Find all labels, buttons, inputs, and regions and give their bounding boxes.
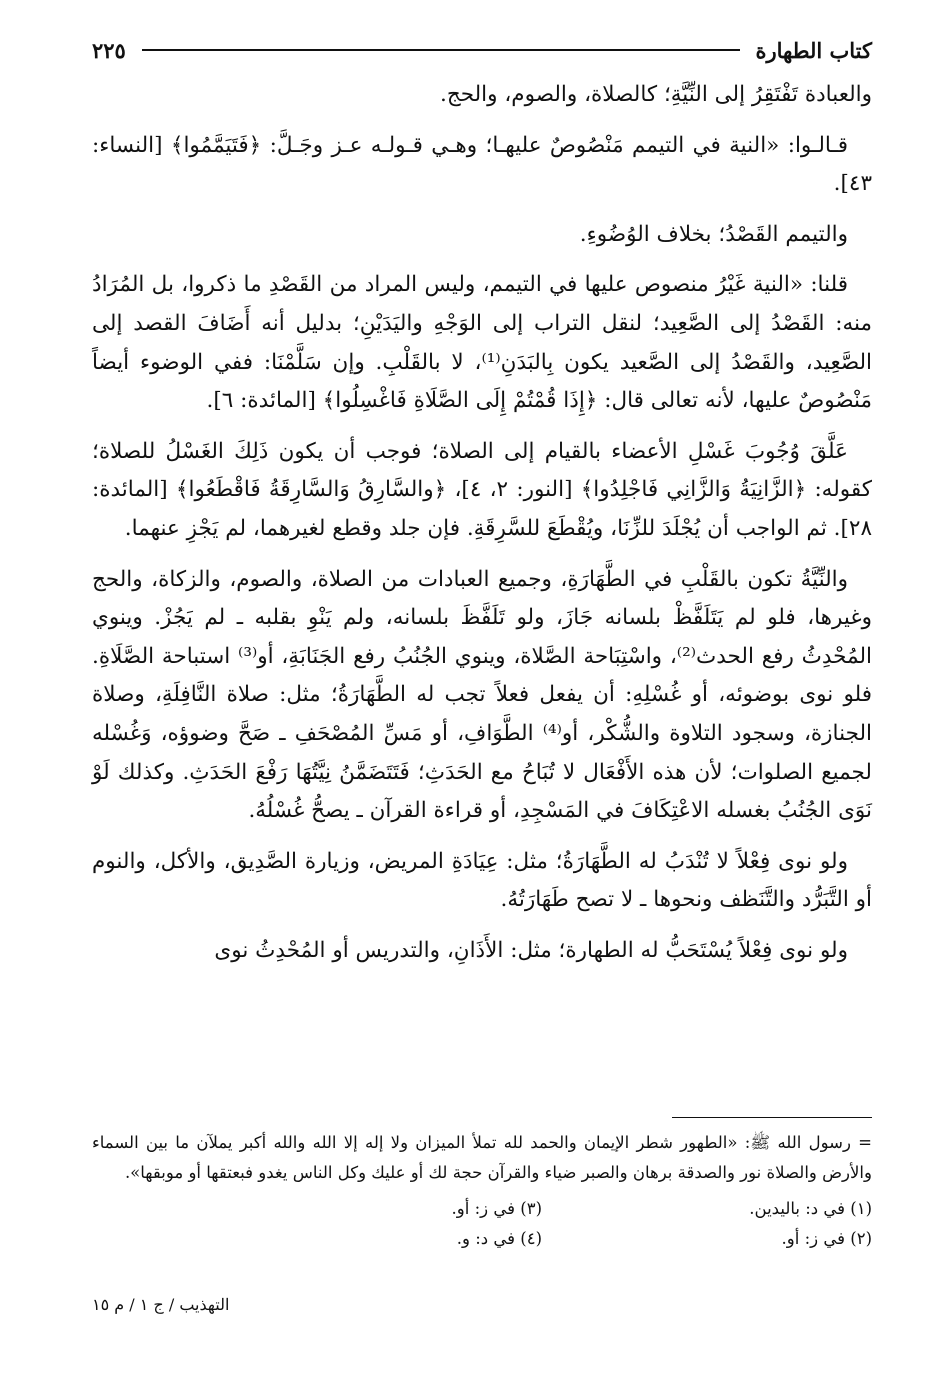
footnote-item: (٢) في ز: أو. [781,1229,872,1248]
footnote-item: (١) في د: باليدين. [749,1199,872,1218]
paragraph: قـالـوا: «النية في التيمم مَنْصُوصٌ عليهـا؛ وهـي قـولـه عـز وجَـلَّ: ﴿فَتَيَمَّمُوا﴾ [النساء: ٤٣]. [92,132,872,197]
chapter-title: كتاب الطهارة [755,37,872,63]
paragraph: قلنا: «النية غَيْرُ منصوص عليها في التيمم، وليس المراد من القَصْدِ ما ذكروا، بل المُرَادُ منه: القَصْدُ إلى الصَّعِيد؛ لنقل التراب إلى الوَجْهِ واليَدَيْنِ؛ بدليل أنه أَضَافَ القصد إلى الصَّعِيد، والقَصْدُ إلى الصَّعيد يكون بِالبَدَنِ⁽¹⁾، لا بالقَلْبِ. وإن سَلَّمْنَا: ففي الوضوء أيضاً مَنْصُوصٌ عليها، لأنه تعالى قال: ﴿إِذَا قُمْتُمْ إِلَى الصَّلَاةِ فَاغْسِلُوا﴾ [المائدة: ٦]. [92,272,873,414]
footnote-continuation: = رسول الله ﷺ: «الطهور شطر الإيمان والحمد لله تملأ الميزان ولا إله إلا الله والله أكبر يملآن ما بين السماء والأرض والصلاة نور والصدقة برهان والصبر ضياء والقرآن حجة لك أو عليك وكل الناس يغدو فبعتقها أو موبقها». [92,1133,872,1182]
main-text [92,76,872,982]
footnote-rule [672,1117,872,1118]
running-header [92,30,872,70]
paragraph: والنِّيَّةُ تكون بالقَلْبِ في الطَّهَارَةِ، وجميع العبادات من الصلاة، والصوم، والزكاة، والحج وغيرها، فلو لم يَتَلَفَّظْ بلسانه جَازَ، ولو تَلَفَّظَ بلسانه، ولم يَنْوِ بقلبه ـ لم يَجُزْ. وينوي المُحْدِثُ رفع الحدث⁽²⁾، واسْتِبَاحة الصَّلاة، وينوي الجُنُبُ رفع الجَنَابَةِ، أو⁽³⁾ استباحة الصَّلَاةِ. فلو نوى بوضوئه، أو غُسْلِهِ: أن يفعل فعلاً تجب له الطَّهَارَةُ؛ مثل: صلاة النَّافِلَةِ، وصلاة الجنازة، وسجود التلاوة والشُّكْر، أو⁽⁴⁾ الطَّوَافِ، أو مَسِّ المُصْحَفِ ـ صَحَّ وضوؤه، وَغُسْله لجميع الصلوات؛ لأن هذه الأَفْعَال لا تُبَاحُ مع الحَدَثِ؛ فَتَتَضَمَّنُ نِيَّتُهَا رَفْعَ الحَدَثِ. وكذلك لَوْ نَوَى الجُنُبُ بغسله الاعْتِكَافَ في المَسْجِدِ، أو قراءة القرآن ـ يصحُّ غُسْلُهُ. [92,566,872,824]
paragraph: عَلَّقَ وُجُوبَ غَسْلِ الأعضاء بالقيام إلى الصلاة؛ فوجب أن يكون ذَلِكَ الغَسْلُ للصلاة؛ كقوله: ﴿الزَّانِيَةُ وَالزَّانِي فَاجْلِدُوا﴾ [النور: ٢، ٤]، ﴿والسَّارِقُ وَالسَّارِقَةُ فَاقْطَعُوا﴾ [المائدة: ٢٨]. ثم الواجب أن يُجْلَدَ للزِّنَا، ويُقْطَعَ للسَّرِقَةِ. فإن جلد وقطع لغيرهما، لم يَجْزِ عنهما. [92,438,872,541]
signature-mark: التهذيب / ج ١ / م ١٥ [92,1295,230,1314]
footnote-item: (٣) في ز: أو. [451,1199,542,1218]
paragraph: والعبادة تَفْتَقِرُ إلى النِّيَّةِ؛ كالصلاة، والصوم، والحج. [440,82,872,107]
page-number: ٢٢٥ [92,37,126,63]
footnote-list [92,1194,872,1254]
paragraph: ولو نوى فِعْلاً لا تُنْدَبُ له الطَّهَارَةُ؛ مثل: عِيَادَةِ المريض، وزيارة الصَّدِيق، والأكل، والنوم أو التَّبَرُّد والتَّنَظف ونحوها ـ لا تصح طَهَارَتُهُ. [92,848,872,913]
footnote-item: (٤) في د: و. [456,1229,542,1248]
paragraph: والتيمم القَصْدُ؛ بخلاف الوُضُوءِ. [579,221,848,247]
paragraph: ولو نوى فِعْلاً يُسْتَحَبُّ له الطهارة؛ مثل: الأَذَانِ، والتدريس أو المُحْدِثُ نوى [214,937,848,963]
footnotes [92,1128,872,1254]
header-rule [142,49,740,51]
